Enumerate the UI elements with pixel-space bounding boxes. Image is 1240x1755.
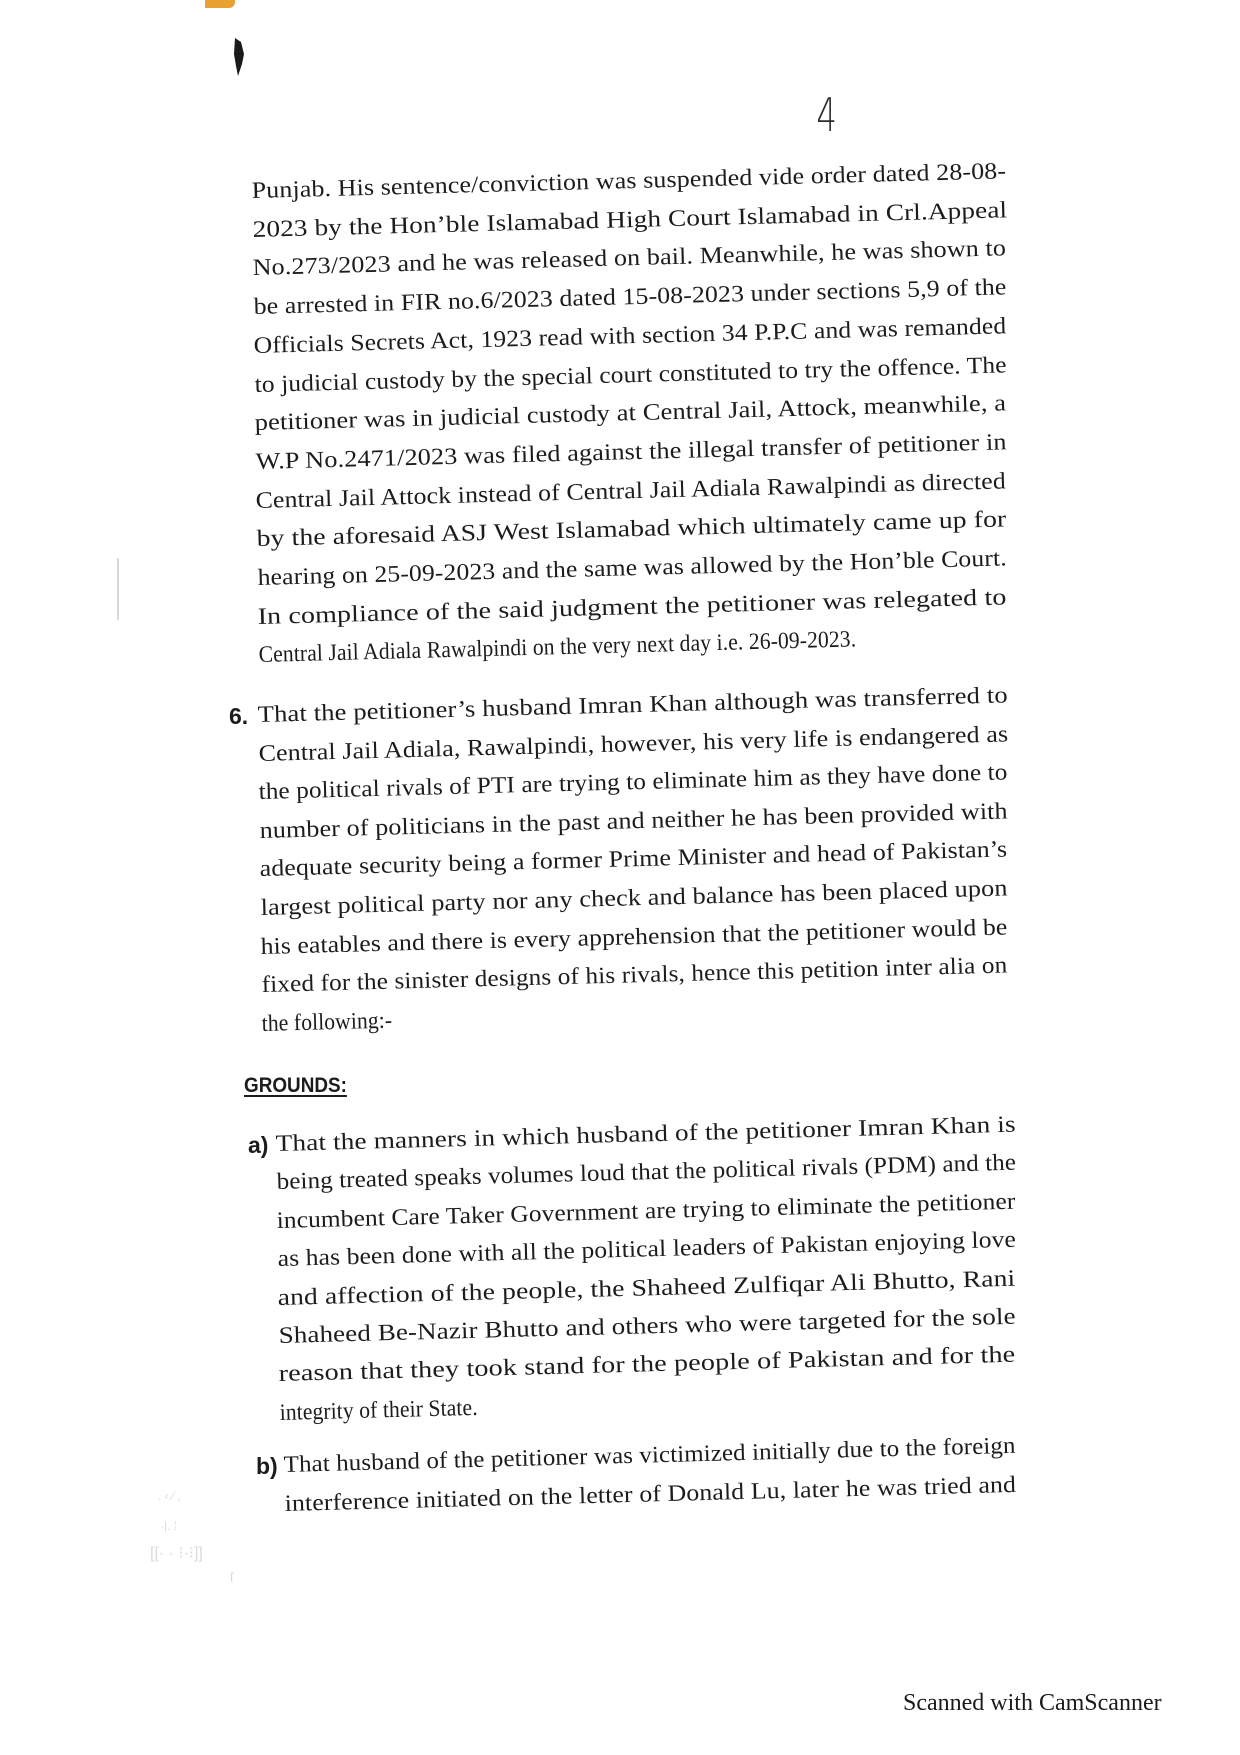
text-line: be arrested in FIR no.6/2023 dated 15-08-2023 under sections 5,9 of the (252, 274, 1007, 321)
text-line: Central Jail Adiala, Rawalpindi, however, his very life is endangered as (257, 720, 1009, 767)
text-line: by the aforesaid ASJ West Islamabad which ultimately came up for (256, 506, 1007, 553)
ground-a-label: a) (248, 1132, 269, 1158)
text-line: That the petitioner’s husband Imran Khan although was transferred to (257, 682, 1009, 728)
text-line: Officials Secrets Act, 1923 read with section 34 P.P.C and was remanded (253, 313, 1007, 359)
text-line: interference initiated on the letter of Donald Lu, later he was tried and (283, 1471, 1016, 1517)
text-line: Shaheed Be-Nazir Bhutto and others who were targeted for the sole (278, 1303, 1016, 1349)
grounds-heading: GROUNDS: (244, 1074, 347, 1097)
binding-mark (232, 36, 246, 80)
text-line: petitioner was in judicial custody at Central Jail, Attock, meanwhile, a (254, 390, 1007, 437)
text-line: to judicial custody by the special court constituted to try the offence. The (254, 351, 1007, 398)
text-line: Central Jail Adiala Rawalpindi on the very next day i.e. 26-09-2023. (257, 626, 857, 669)
text-line: the political rivals of PTI are trying to eliminate him as they have done to (258, 759, 1008, 806)
svg-text:·|. ⁞: ·|. ⁞ (160, 1519, 178, 1533)
text-line: In compliance of the said judgment the petitioner was relegated to (257, 584, 1007, 630)
text-line: being treated speaks volumes loud that the political rivals (PDM) and the (275, 1150, 1016, 1196)
ground-b-label: b) (256, 1453, 278, 1479)
text-line: No.273/2023 and he was released on bail. Meanwhile, he was shown to (252, 235, 1007, 282)
paragraph-number: 6. (229, 703, 249, 729)
text-line: number of politicians in the past and neither he has been provided with (258, 798, 1008, 844)
text-line: and affection of the people, the Shaheed Zulfiqar Ali Bhutto, Rani (277, 1265, 1016, 1311)
text-line: That the manners in which husband of the petitioner Imran Khan is (275, 1111, 1016, 1157)
text-line: his eatables and there is every apprehension that the petitioner would be (260, 914, 1008, 960)
scan-tab-mark (205, 0, 235, 8)
svg-text:. ‹ ⁄ ,: . ‹ ⁄ , (158, 1489, 181, 1503)
text-line: 2023 by the Hon’ble Islamabad High Court Islamabad in Crl.Appeal (251, 196, 1008, 243)
text-line: adequate security being a former Prime Minister and head of Pakistan’s (259, 836, 1008, 883)
text-line: hearing on 25-09-2023 and the same was allowed by the Hon’ble Court. (256, 545, 1007, 591)
text-line: as has been done with all the political leaders of Pakistan enjoying love (276, 1226, 1016, 1273)
text-line: Central Jail Attock instead of Central Jail Adiala Rawalpindi as directed (255, 467, 1007, 514)
svg-text:[[· · ⁝·⁝]]: [[· · ⁝·⁝]] (150, 1545, 203, 1562)
handwritten-page-number: 4 (816, 88, 837, 142)
text-line: That husband of the petitioner was victimized initially due to the foreign (283, 1432, 1016, 1478)
text-line: Punjab. His sentence/conviction was suspended vide order dated 28-08- (251, 158, 1007, 204)
text-line: incumbent Care Taker Government are trying to eliminate the petitioner (276, 1188, 1016, 1234)
text-line: the following:- (261, 1007, 393, 1037)
margin-scan-line (117, 558, 119, 620)
svg-text:ſ: ſ (230, 1569, 234, 1585)
text-line: W.P No.2471/2023 was filed against the illegal transfer of petitioner in (255, 429, 1007, 475)
text-line: largest political party nor any check and balance has been placed upon (260, 875, 1008, 921)
text-line: integrity of their State. (279, 1394, 478, 1426)
faded-stamp (150, 1470, 270, 1590)
text-line: fixed for the sinister designs of his rivals, hence this petition inter alia on (261, 952, 1008, 999)
camscanner-watermark: Scanned with CamScanner (903, 1690, 1162, 1716)
text-line: reason that they took stand for the people of Pakistan and for the (278, 1342, 1016, 1388)
